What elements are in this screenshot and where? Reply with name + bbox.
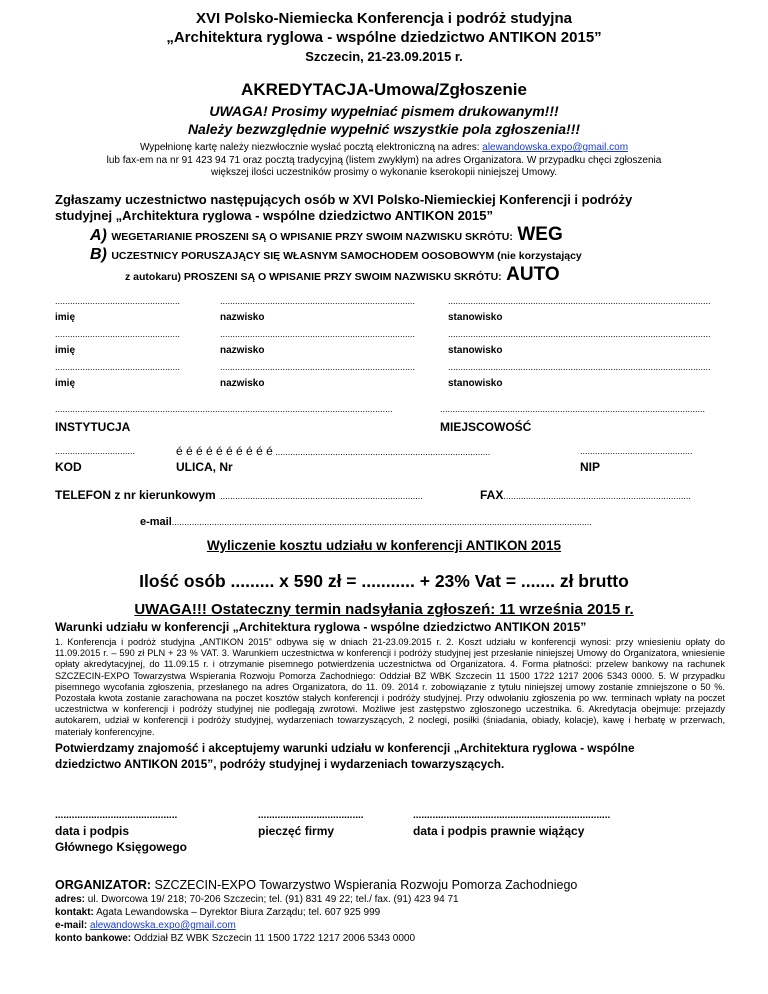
conference-date: Szczecin, 21-23.09.2015 r. <box>305 49 463 64</box>
info-text: Wypełnionę kartę należy niezwłocznie wysłać pocztą elektroniczną na adres: <box>139 142 483 153</box>
conference-subtitle: „Architektura ryglowa - wspólne dziedzictwo ANTIKON 2015” <box>166 29 602 46</box>
signature-label-accountant-1: data i podpis <box>55 824 130 838</box>
organizer-email-label: e-mail: <box>55 920 88 931</box>
terms-body: 1. Konferencja i podróż studyjna „ANTIKON 2015” odbywa się w dniach 21-23.09.2015 r. 2. Koszt udziału w konferencji wynosi: przy wniesieniu opłaty do 11.09.2015 r. – 590 zł PLN + 23 % VAT. 3. Warunkiem uczestnictwa w konferencji i podróży studyjnej jest przesłanie niniejszej Umowy do Organizatora, wniesienie opłaty akredytacyjnej, do 11.09.15 r. i otrzymanie pisemnego potwierdzenia uczestnictwa od Organizatora. 4. Forma płatności: przelew bankowy na rachunek SZCZECIN-EXPO Towarzystwa Wspierania Rozwoju Pomorza Zachodniego: Oddział BZ WBK Szczecin 11 1500 1722 1217 2006 5343 0000. 5. W przypadku pisemnego wycofania zgłoszenia, przesłanego na adres Organizatora, do 11. 09. 2014 r. zobowiązanie z tytułu niniejszej umowy zostanie zmniejszone o 50 %. Pozostała kwota zostanie zarachowana na poczet kosztów stałych konferencji i podróży studyjnej. Przy odwołaniu zgłoszenia po ww. terminach wpłaty na poczet uczestnictwa w konferencji i podróży studyjnej nie podlegają zwrotowi. Możliwe jest zastępstwo zgłoszonego uczestnika. 6. Akredytacja obejmuje: przejazdy autokarem, udział w konferencji i podróży studyjnej, wydarzeniach towarzyszących, 2 noclegi, posiłki (śniadania, obiady, kolacje), kawę i herbatę w przerwach, materiały konferencyjne. <box>55 637 725 737</box>
signature-label-stamp: pieczęć firmy <box>258 824 335 838</box>
deadline-notice: UWAGA!!! Ostateczny termin nadsyłania zgłoszeń: 11 września 2015 r. <box>134 601 634 618</box>
option-a-letter: A) <box>90 227 107 244</box>
option-b-text-2: z autokaru) PROSZENI SĄ O WPISANIE PRZY SWOIM NAZWISKU SKRÓTU: <box>125 271 502 283</box>
bank-account: Oddział BZ WBK Szczecin 11 1500 1722 1217 2006 5343 0000 <box>131 933 416 944</box>
signature-label-legal: data i podpis prawnie wiążący <box>413 824 585 838</box>
nip-label: NIP <box>580 460 601 474</box>
organizer-line <box>55 878 577 892</box>
label-first-name: imię <box>55 345 76 356</box>
institution-label: INSTYTUCJA <box>55 420 131 434</box>
confirmation-2: dziedzictwo ANTIKON 2015”, podróży studyjnej i wydarzeniach towarzyszących. <box>55 757 505 771</box>
contact-text: Agata Lewandowska – Dyrektor Biura Zarządu; tel. 607 925 999 <box>93 907 381 918</box>
phone-row <box>55 486 423 504</box>
option-b <box>90 246 582 264</box>
label-last-name: nazwisko <box>220 345 265 356</box>
conference-title: XVI Polsko-Niemiecka Konferencja i podróż studyjna <box>196 10 572 27</box>
email-line <box>55 920 236 931</box>
street-dots: ...................................................................................... <box>272 447 491 457</box>
organizer-name: SZCZECIN-EXPO Towarzystwo Wspierania Rozwoju Pomorza Zachodniego <box>151 878 578 892</box>
postal-code-label: KOD <box>55 460 82 474</box>
city-field[interactable]: .......................................................................................................... <box>440 404 706 414</box>
fax-label: FAX <box>480 488 504 502</box>
position-field-3[interactable]: ......................................................................................................... <box>448 362 711 372</box>
label-position: stanowisko <box>448 378 503 389</box>
option-b-letter: B) <box>90 246 107 263</box>
organizer-label: ORGANIZATOR: <box>55 878 152 892</box>
address-line <box>55 894 459 905</box>
first-name-field-2[interactable]: .................................................. <box>55 329 181 339</box>
participant-rows <box>55 296 725 389</box>
last-name-field-3[interactable]: .............................................................................. <box>220 362 416 372</box>
contact-label: kontakt: <box>55 907 94 918</box>
street-glyphs: é é é é é é é é é é <box>176 444 273 458</box>
participants-intro-2: studyjnej „Architektura ryglowa - wspólne dziedzictwo ANTIKON 2015” <box>55 208 493 223</box>
option-b-code: AUTO <box>506 264 560 285</box>
label-first-name: imię <box>55 312 76 323</box>
warning-1: UWAGA! Prosimy wypełniać pismem drukowanym!!! <box>209 103 559 119</box>
label-last-name: nazwisko <box>220 378 265 389</box>
first-name-field-3[interactable]: .................................................. <box>55 362 181 372</box>
option-b-text-1: UCZESTNICY PORUSZAJĄCY SIĘ WŁASNYM SAMOCHODEM OOSOBOWYM (nie korzystający <box>111 250 582 262</box>
contact-line <box>55 907 380 918</box>
warning-2: Należy bezwzględnie wypełnić wszystkie pola zgłoszenia!!! <box>187 121 581 137</box>
city-label: MIEJSCOWOŚĆ <box>440 420 532 434</box>
street-label: ULICA, Nr <box>176 460 233 474</box>
signature-label-accountant-2: Głównego Księgowego <box>55 840 188 854</box>
email-link[interactable]: alewandowska.expo@gmail.com <box>482 142 629 153</box>
option-b-line2 <box>125 264 560 286</box>
phone-field[interactable]: ................................................................................. <box>220 491 423 501</box>
address-label: adres: <box>55 894 86 905</box>
nip-field[interactable]: ............................................. <box>580 446 693 456</box>
label-position: stanowisko <box>448 312 503 323</box>
last-name-field-2[interactable]: .............................................................................. <box>220 329 416 339</box>
fax-field[interactable]: ........................................................................... <box>503 491 691 501</box>
option-a-code: WEG <box>517 224 563 245</box>
cost-heading: Wyliczenie kosztu udziału w konferencji ANTIKON 2015 <box>206 538 562 553</box>
bank-label: konto bankowe: <box>55 933 132 944</box>
label-position: stanowisko <box>448 345 503 356</box>
option-a <box>90 224 563 246</box>
email-row <box>140 512 592 530</box>
last-name-field-1[interactable]: .............................................................................. <box>220 296 416 306</box>
signature-line-stamp[interactable]: ...................................... <box>258 810 364 821</box>
signature-line-accountant[interactable]: ............................................ <box>55 810 178 821</box>
option-a-text: WEGETARIANIE PROSZENI SĄ O WPISANIE PRZY SWOIM NAZWISKU SKRÓTU: <box>111 231 513 243</box>
signature-line-legal[interactable]: ....................................................................... <box>413 810 611 821</box>
first-name-field-1[interactable]: .................................................. <box>55 296 181 306</box>
info-line-3: większej ilości uczestników prosimy o wykonanie kserokopii niniejszej Umowy. <box>210 167 558 178</box>
institution-field[interactable]: ....................................................................................................................................... <box>55 404 393 414</box>
organizer-email-link[interactable]: alewandowska.expo@gmail.com <box>90 920 236 931</box>
position-field-1[interactable]: ......................................................................................................... <box>448 296 711 306</box>
cost-formula: Ilość osób ......... x 590 zł = ........... + 23% Vat = ....... zł brutto <box>139 571 629 591</box>
postal-code-field[interactable]: ................................ <box>55 446 136 456</box>
info-line-1 <box>0 142 768 153</box>
info-line-2: lub fax-em na nr 91 423 94 71 oraz pocztą tradycyjną (listem zwykłym) na adres Organizatora. W przypadku chęci zgłoszenia <box>106 155 662 166</box>
accreditation-heading: AKREDYTACJA-Umowa/Zgłoszenie <box>241 80 527 99</box>
phone-label: TELEFON z nr kierunkowym <box>55 488 216 502</box>
confirmation-1: Potwierdzamy znajomość i akceptujemy warunki udziału w konferencji „Architektura ryglowa - wspólne <box>55 741 635 755</box>
email-field[interactable]: ........................................................................................................................................................................ <box>171 517 592 527</box>
street-field[interactable] <box>176 444 490 458</box>
label-last-name: nazwisko <box>220 312 265 323</box>
fax-row <box>480 486 691 504</box>
terms-heading: Warunki udziału w konferencji „Architektura ryglowa - wspólne dziedzictwo ANTIKON 2015” <box>55 620 587 634</box>
label-first-name: imię <box>55 378 76 389</box>
participants-intro-1: Zgłaszamy uczestnictwo następujących osób w XVI Polsko-Niemieckiej Konferencji i podróży <box>55 192 633 207</box>
address-text: ul. Dworcowa 19/ 218; 70-206 Szczecin; tel. (91) 831 49 22; tel./ fax. (91) 423 94 71 <box>85 894 459 905</box>
bank-line <box>55 933 415 944</box>
email-label: e-mail <box>140 516 172 528</box>
position-field-2[interactable]: ......................................................................................................... <box>448 329 711 339</box>
